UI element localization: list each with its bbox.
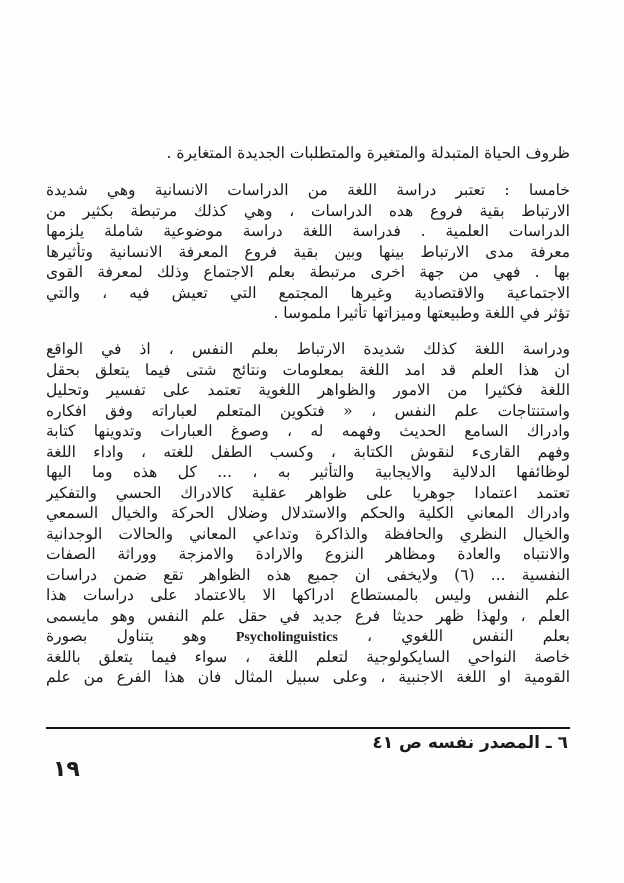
latin-term: Psycholinguistics xyxy=(235,630,338,645)
text-line: اللغة فكثيرا من الامور والظواهر اللغوية تعتمد على تفسير وتحليل xyxy=(46,381,570,399)
text-line: لوظائفها الدلالية والايجابية والتأثير به ، ... كل هذه وما اليها xyxy=(46,463,570,481)
paragraph-1 xyxy=(46,143,570,164)
footnote: ٦ ـ المصدر نفسه ص ٤١ xyxy=(372,733,568,753)
text-line: خامسا : تعتبر دراسة اللغة من الدراسات الانسانية وهي شديدة xyxy=(46,181,570,199)
text-line-with-term xyxy=(46,626,570,647)
text-line: الاجتماعية والاقتصادية وغيرها المجتمع التي تعيش فيه ، والتي xyxy=(46,283,570,302)
text-line: الارتباط بقية فروع هده الدراسات ، وهي كذلك مرتبطة بكثير من xyxy=(46,201,570,220)
text-line: وفهم القارىء لنقوش الكتابة ، وكسب الطفل للغته ، واداء اللغة xyxy=(46,442,570,461)
text-line: تعتمد اعتمادا جوهريا على ظواهر عقلية كالادراك الحسي والتفكير xyxy=(46,483,570,502)
text-line: وادراك السامع الحديث وفهمه له ، وصوغ العبارات وتدوينها كتابة xyxy=(46,422,570,440)
text-line: علم النفس وليس بالمستطاع ادراكها الا بالاعتماد على دراسات هذا xyxy=(46,586,570,604)
text-line: الدراسات العلمية . فدراسة اللغة دراسة موضوعية شاملة يلزمها xyxy=(46,222,570,240)
footnote-divider xyxy=(46,727,570,729)
text-line: والانتباه والعادة ومظاهر النزوع والارادة والامزجة ووراثة الصفات xyxy=(46,545,570,563)
paragraph-3 xyxy=(46,339,570,688)
line-segment: وهو يتناول بصورة xyxy=(46,627,207,645)
text-line: والخيال النظري والحافظة والذاكرة وتداعي المعاني والحالات الوجدانية xyxy=(46,524,570,543)
line-segment: بعلم النفس اللغوي ، xyxy=(367,627,570,645)
text-line: ان هذا العلم قد امد اللغة بمعلومات ونتائج شتى فيما يتعلق بحقل xyxy=(46,360,570,379)
text-line: تؤثر في اللغة وطبيعتها وميزاتها تأثيرا ملموسا . xyxy=(273,304,570,322)
text-line: ودراسة اللغة كذلك شديدة الارتباط بعلم النفس ، اذ في الواقع xyxy=(46,340,570,358)
text-line: خاصة النواحي السايكولوجية لتعلم اللغة ، سواء فيما يتعلق باللغة xyxy=(46,647,570,666)
text-line: بها . فهي من جهة اخرى مرتبطة بعلم الاجتماع وذلك لمعرفة القوى xyxy=(46,263,570,281)
text-line: ظروف الحياة المتبدلة والمتغيرة والمتطلبات الجديدة المتغايرة . xyxy=(166,144,570,162)
text-line: معرفة مدى الارتباط بينها وبين بقية فروع المعرفة الانسانية وتأثيرها xyxy=(46,242,570,261)
text-line: القومية او اللغة الاجنبية ، وعلى سبيل المثال فان هذا الفرع من علم xyxy=(46,668,570,686)
text-line: وادراك المعاني الكلية والحكم والاستدلال وضلال الحركة والخيال السمعي xyxy=(46,504,570,522)
text-line: واستنتاجات علم النفس ، « فتكوين المتعلم لعباراته وفق افكاره xyxy=(46,401,570,420)
page-number: ١٩ xyxy=(53,757,80,782)
paragraph-2 xyxy=(46,180,570,324)
text-line: النفسية ... (٦) ولايخفى ان جميع هذه الظواهر تقع ضمن دراسات xyxy=(46,565,570,584)
text-line: العلم ، ولهذا ظهر حديثا فرع جديد في حقل علم النفس وهو مايسمى xyxy=(46,606,570,625)
